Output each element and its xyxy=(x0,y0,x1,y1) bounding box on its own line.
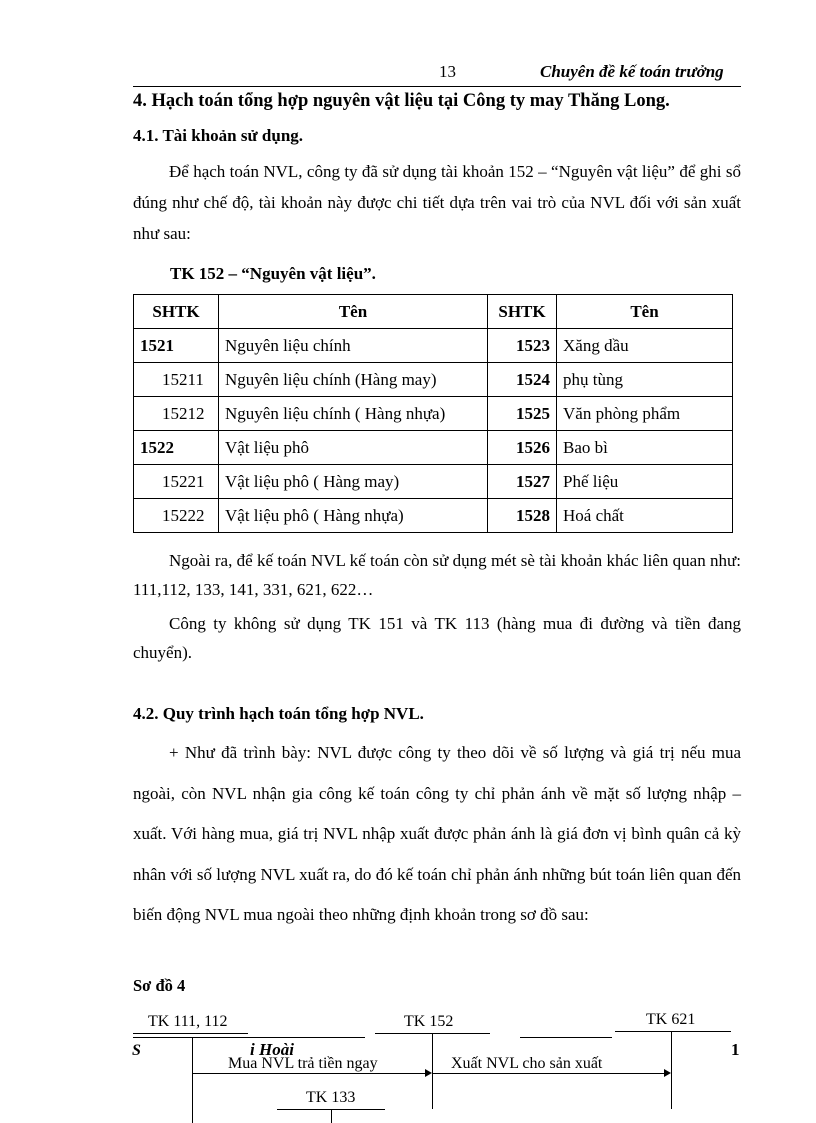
account-code: 15211 xyxy=(134,363,219,397)
table-row xyxy=(134,329,733,363)
section-4-2-title: 4.2. Quy trình hạch toán tổng hợp NVL. xyxy=(133,704,424,723)
section-4-1-paragraph-3: Công ty không sử dụng TK 151 và TK 113 (hàng mua đi đường và tiền đang chuyển). xyxy=(133,614,741,662)
tk-133-vertical xyxy=(331,1109,332,1123)
account-code: 1522 xyxy=(134,431,219,465)
account-name: Hoá chất xyxy=(557,499,733,533)
account-code: 15222 xyxy=(134,499,219,533)
footer-right-char: 1 xyxy=(731,1040,740,1059)
table-row xyxy=(134,465,733,499)
footer-name-fragment: i Hoài xyxy=(250,1040,294,1059)
tk-111-112-label: TK 111, 112 xyxy=(148,1013,228,1030)
running-title: Chuyên đề kế toán trưởng xyxy=(540,62,724,81)
short-rule xyxy=(520,1037,612,1038)
tk-111-vertical xyxy=(192,1037,193,1123)
flow-1-line xyxy=(192,1073,425,1074)
section-4-1-paragraph-1: Để hạch toán NVL, công ty đã sử dụng tài khoản 152 – “Nguyên vật liệu” để ghi sổ đúng như chế độ, tài khoản này được chi tiết dựa trên vai trò của NVL đối với sản xuất như sau: xyxy=(133,162,741,243)
account-code: 15212 xyxy=(134,397,219,431)
flow-1-label: Mua NVL trả tiền ngay xyxy=(228,1055,378,1072)
section-4-1-title: 4.1. Tài khoản sử dụng. xyxy=(133,126,304,145)
account-table xyxy=(133,294,733,533)
account-code: 1527 xyxy=(488,465,557,499)
account-code: 15221 xyxy=(134,465,219,499)
flow-2-label: Xuất NVL cho sản xuất xyxy=(451,1055,603,1072)
footer-left-char: S xyxy=(132,1042,141,1059)
page-number: 13 xyxy=(439,62,456,81)
header-shtk-2: SHTK xyxy=(488,295,557,329)
section-4-2-paragraph-1: + Như đã trình bày: NVL được công ty theo dõi về số lượng và giá trị nếu mua ngoài, còn NVL nhận gia công kế toán công ty chỉ phản ánh về mặt số lượng nhập – xuất. Với hàng mua, giá trị NVL nhập xuất được phản ánh là giá đơn vị bình quân cả kỳ nhân với số lượng NVL xuất ra, do đó kế toán chỉ phản ánh những bút toán liên quan đến biến động NVL mua ngoài theo những định khoản trong sơ đồ sau: xyxy=(133,743,741,924)
tk-152-label: TK 152 xyxy=(404,1013,454,1030)
flow-2-line xyxy=(432,1073,664,1074)
header-rule xyxy=(133,86,741,87)
account-name: Nguyên liệu chính xyxy=(219,329,488,363)
tk-621-label: TK 621 xyxy=(646,1011,696,1028)
account-name: Nguyên liệu chính (Hàng may) xyxy=(219,363,488,397)
flow-1-arrowhead xyxy=(425,1069,432,1077)
account-code: 1524 xyxy=(488,363,557,397)
tk-621-line xyxy=(615,1031,731,1032)
header-ten-2: Tên xyxy=(557,295,733,329)
account-name: Vật liệu phô xyxy=(219,431,488,465)
table-row xyxy=(134,363,733,397)
account-name: phụ tùng xyxy=(557,363,733,397)
page-rule xyxy=(133,1037,365,1038)
account-name: Nguyên liệu chính ( Hàng nhựa) xyxy=(219,397,488,431)
header-shtk-1: SHTK xyxy=(134,295,219,329)
flow-2-arrowhead xyxy=(664,1069,671,1077)
table-row xyxy=(134,397,733,431)
account-name: Văn phòng phẩm xyxy=(557,397,733,431)
table-row xyxy=(134,499,733,533)
account-code: 1521 xyxy=(134,329,219,363)
account-name: Phế liệu xyxy=(557,465,733,499)
header-ten-1: Tên xyxy=(219,295,488,329)
account-name: Bao bì xyxy=(557,431,733,465)
account-name: Vật liệu phô ( Hàng nhựa) xyxy=(219,499,488,533)
table-row xyxy=(134,431,733,465)
section-4-1-paragraph-2: Ngoài ra, để kế toán NVL kế toán còn sử dụng mét sè tài khoản khác liên quan như: 111,112, 133, 141, 331, 621, 622… xyxy=(133,551,741,599)
tk-111-112-line xyxy=(133,1033,248,1034)
account-code: 1528 xyxy=(488,499,557,533)
tk-621-vertical xyxy=(671,1031,672,1109)
tk-152-vertical xyxy=(432,1033,433,1109)
table-caption: TK 152 – “Nguyên vật liệu”. xyxy=(170,264,376,283)
account-name: Vật liệu phô ( Hàng may) xyxy=(219,465,488,499)
account-name: Xăng dầu xyxy=(557,329,733,363)
diagram-title: Sơ đồ 4 xyxy=(133,976,186,995)
tk-133-label: TK 133 xyxy=(306,1089,356,1106)
account-code: 1525 xyxy=(488,397,557,431)
section-4-title: 4. Hạch toán tổng hợp nguyên vật liệu tại Công ty may Thăng Long. xyxy=(133,91,670,111)
account-code: 1523 xyxy=(488,329,557,363)
account-code: 1526 xyxy=(488,431,557,465)
table-header-row xyxy=(134,295,733,329)
